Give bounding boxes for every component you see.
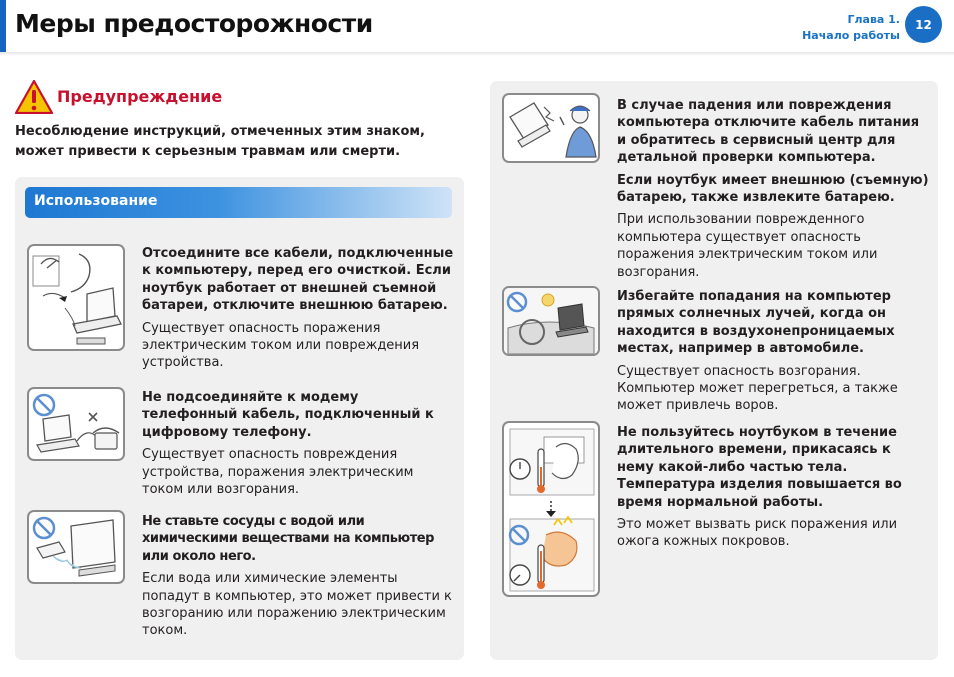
right-item-1-normal: При использовании поврежденного компьютера существует опасность поражения электрическим током или возгорания. <box>617 212 878 280</box>
left-item-1-text <box>142 245 454 372</box>
chapter-label <box>802 12 900 44</box>
right-item-1-bold: В случае падения или повреждения компьютера отключите кабель питания и обратитесь в сервисный центр для детальной проверки компьютера. <box>617 98 920 166</box>
chapter-number: Глава 1. <box>847 13 900 26</box>
right-item-3-normal: Это может вызвать риск поражения или ожога кожных покровов. <box>617 517 898 550</box>
precautions-panel-right <box>490 81 938 660</box>
warning-triangle-icon <box>15 80 53 114</box>
right-item-1-bold-2: Если ноутбук имеет внешнюю (съемную) батарею, также извлеките батарею. <box>617 172 929 206</box>
right-item-3-text <box>617 424 929 551</box>
section-title: Использование <box>25 187 452 218</box>
left-item-2-bold: Не подсоединяйте к модему телефонный кабель, подключенный к цифровому телефону. <box>142 390 434 440</box>
right-item-1-text <box>617 97 929 281</box>
left-item-1-bold: Отсоедините все кабели, подключенные к компьютеру, перед его очисткой. Если ноутбук работает от внешней съемной батареи, отключите внешнюю батарею. <box>142 246 454 314</box>
left-item-3-normal: Если вода или химические элементы попадут в компьютер, это может привести к возгоранию или поражению электрическим током. <box>142 571 452 639</box>
no-sign-icon <box>34 518 54 538</box>
header-accent-bar <box>0 0 6 52</box>
sun-car-illustration <box>502 286 600 356</box>
modem-cable-illustration <box>27 387 125 461</box>
laptop-heat-illustration <box>502 421 600 597</box>
liquid-spill-illustration <box>27 510 125 584</box>
unplug-cables-illustration <box>27 244 125 351</box>
right-item-2-text <box>617 288 929 415</box>
right-item-3-bold: Не пользуйтесь ноутбуком в течение длительного времени, прикасаясь к нему какой-либо частью тела. Температура изделия повышается во время нормальной работы. <box>617 425 902 510</box>
dropped-laptop-illustration <box>502 93 600 163</box>
warning-text: Несоблюдение инструкций, отмеченных этим знаком, может привести к серьезным травмам или смерти. <box>15 124 425 159</box>
left-item-3-bold: Не ставьте сосуды с водой или химическими веществами на компьютер или около него. <box>142 514 435 564</box>
left-item-3-text <box>142 513 454 640</box>
no-sign-icon <box>34 395 54 415</box>
left-item-2-text <box>142 389 454 498</box>
left-item-1-normal: Существует опасность поражения электрическим током или повреждения устройства. <box>142 320 420 371</box>
warning-title: Предупреждение <box>57 87 223 106</box>
header-divider <box>0 52 954 56</box>
right-item-2-normal: Существует опасность возгорания. Компьютер может перегреться, а также может привлечь воров. <box>617 363 898 414</box>
left-item-2-normal: Существует опасность повреждения устройства, поражения электрическим током или возгорания. <box>142 447 414 498</box>
chapter-title: Начало работы <box>802 29 900 42</box>
usage-panel <box>15 177 464 660</box>
no-sign-icon <box>508 293 526 311</box>
page-number-badge: 12 <box>905 6 942 43</box>
page-title: Меры предосторожности <box>15 9 373 38</box>
right-item-2-bold: Избегайте попадания на компьютер прямых солнечных лучей, когда он находится в воздухонепроницаемых местах, например в автомобиле. <box>617 289 895 357</box>
